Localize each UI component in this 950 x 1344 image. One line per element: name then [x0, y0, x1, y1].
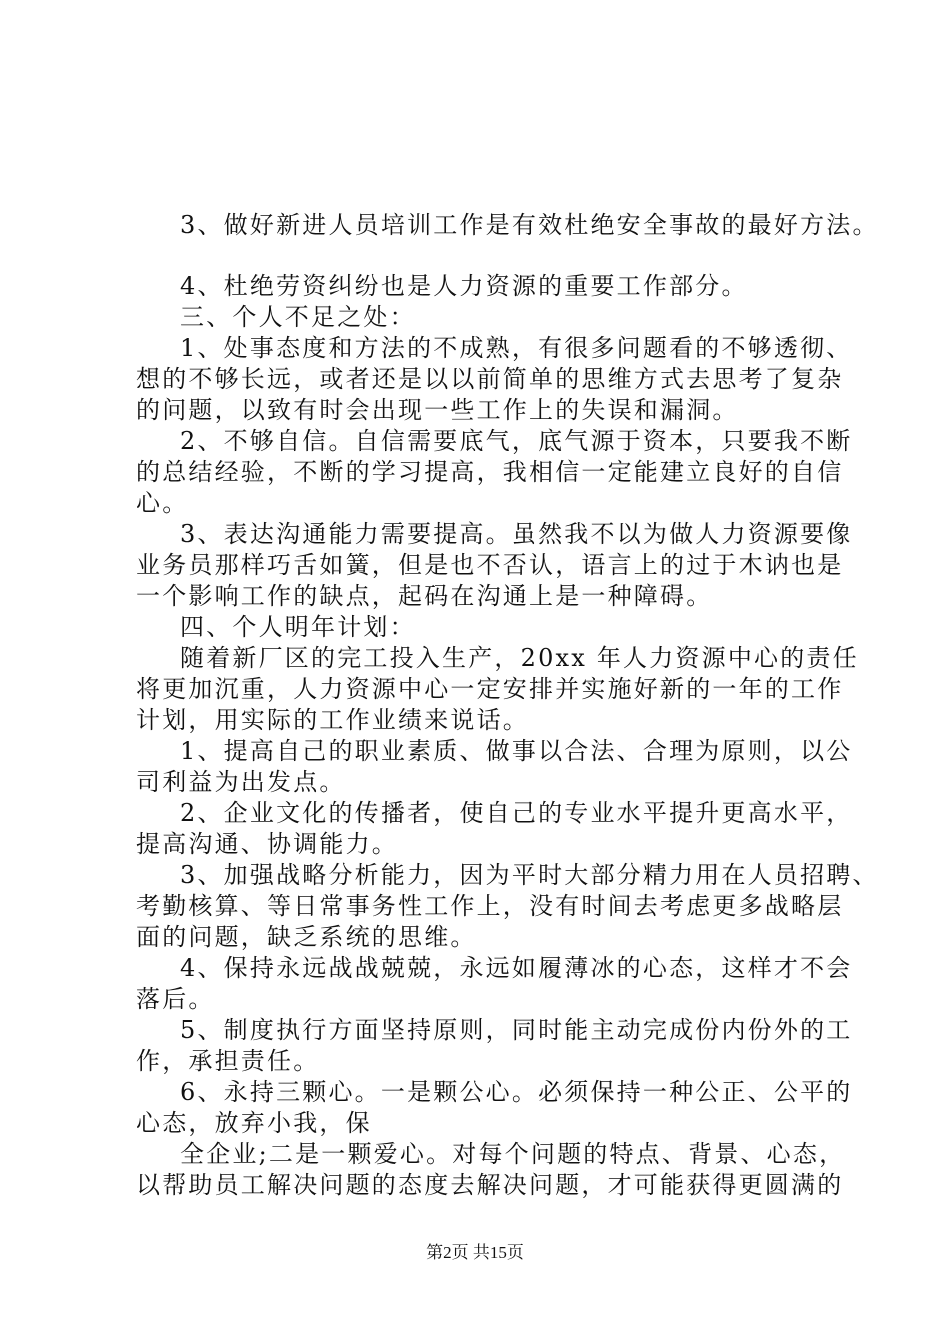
text-line: 4、杜绝劳资纠纷也是人力资源的重要工作部分。: [180, 272, 748, 300]
text-line: 提高沟通、协调能力。: [136, 830, 398, 858]
text-line: 落后。: [136, 985, 215, 1013]
text-line: 心态，放弃小我，保: [136, 1109, 372, 1137]
text-line: 将更加沉重，人力资源中心一定安排并实施好新的一年的工作: [136, 675, 844, 703]
text-line: 2、企业文化的传播者，使自己的专业水平提升更高水平，: [180, 799, 853, 827]
text-line: 5、制度执行方面坚持原则，同时能主动完成份内份外的工: [180, 1016, 853, 1044]
text-line: 作，承担责任。: [136, 1047, 320, 1075]
text-line: 的总结经验，不断的学习提高，我相信一定能建立良好的自信: [136, 458, 844, 486]
text-line: 计划，用实际的工作业绩来说话。: [136, 706, 529, 734]
text-line: 6、永持三颗心。一是颗公心。必须保持一种公正、公平的: [180, 1078, 853, 1106]
section-heading: 四、个人明年计划：: [180, 613, 416, 641]
text-line: 考勤核算、等日常事务性工作上，没有时间去考虑更多战略层: [136, 892, 844, 920]
page-number-footer: 第2页 共15页: [426, 1243, 524, 1262]
text-line: 全企业;二是一颗爱心。对每个问题的特点、背景、心态，: [180, 1140, 846, 1168]
text-line: 以帮助员工解决问题的态度去解决问题，才可能获得更圆满的: [136, 1171, 844, 1199]
section-heading: 三、个人不足之处：: [180, 303, 416, 331]
text-line: 3、表达沟通能力需要提高。虽然我不以为做人力资源要像: [180, 520, 853, 548]
text-line: 的问题，以致有时会出现一些工作上的失误和漏洞。: [136, 396, 739, 424]
text-line: 心。: [136, 489, 189, 517]
text-line: 3、加强战略分析能力，因为平时大部分精力用在人员招聘、: [180, 861, 879, 889]
text-line: 业务员那样巧舌如簧，但是也不否认，语言上的过于木讷也是: [136, 551, 844, 579]
text-line: 随着新厂区的完工投入生产，20xx 年人力资源中心的责任: [180, 644, 859, 672]
text-line: 1、提高自己的职业素质、做事以合法、合理为原则，以公: [180, 737, 853, 765]
text-line: 想的不够长远，或者还是以以前简单的思维方式去思考了复杂: [136, 365, 844, 393]
text-line: 面的问题，缺乏系统的思维。: [136, 923, 477, 951]
text-line: 一个影响工作的缺点，起码在沟通上是一种障碍。: [136, 582, 713, 610]
text-line: 2、不够自信。自信需要底气，底气源于资本，只要我不断: [180, 427, 853, 455]
text-line: 司利益为出发点。: [136, 768, 346, 796]
text-line: 1、处事态度和方法的不成熟，有很多问题看的不够透彻、: [180, 334, 853, 362]
text-line: 4、保持永远战战兢兢，永远如履薄冰的心态，这样才不会: [180, 954, 853, 982]
text-line: 3、做好新进人员培训工作是有效杜绝安全事故的最好方法。: [180, 211, 879, 239]
